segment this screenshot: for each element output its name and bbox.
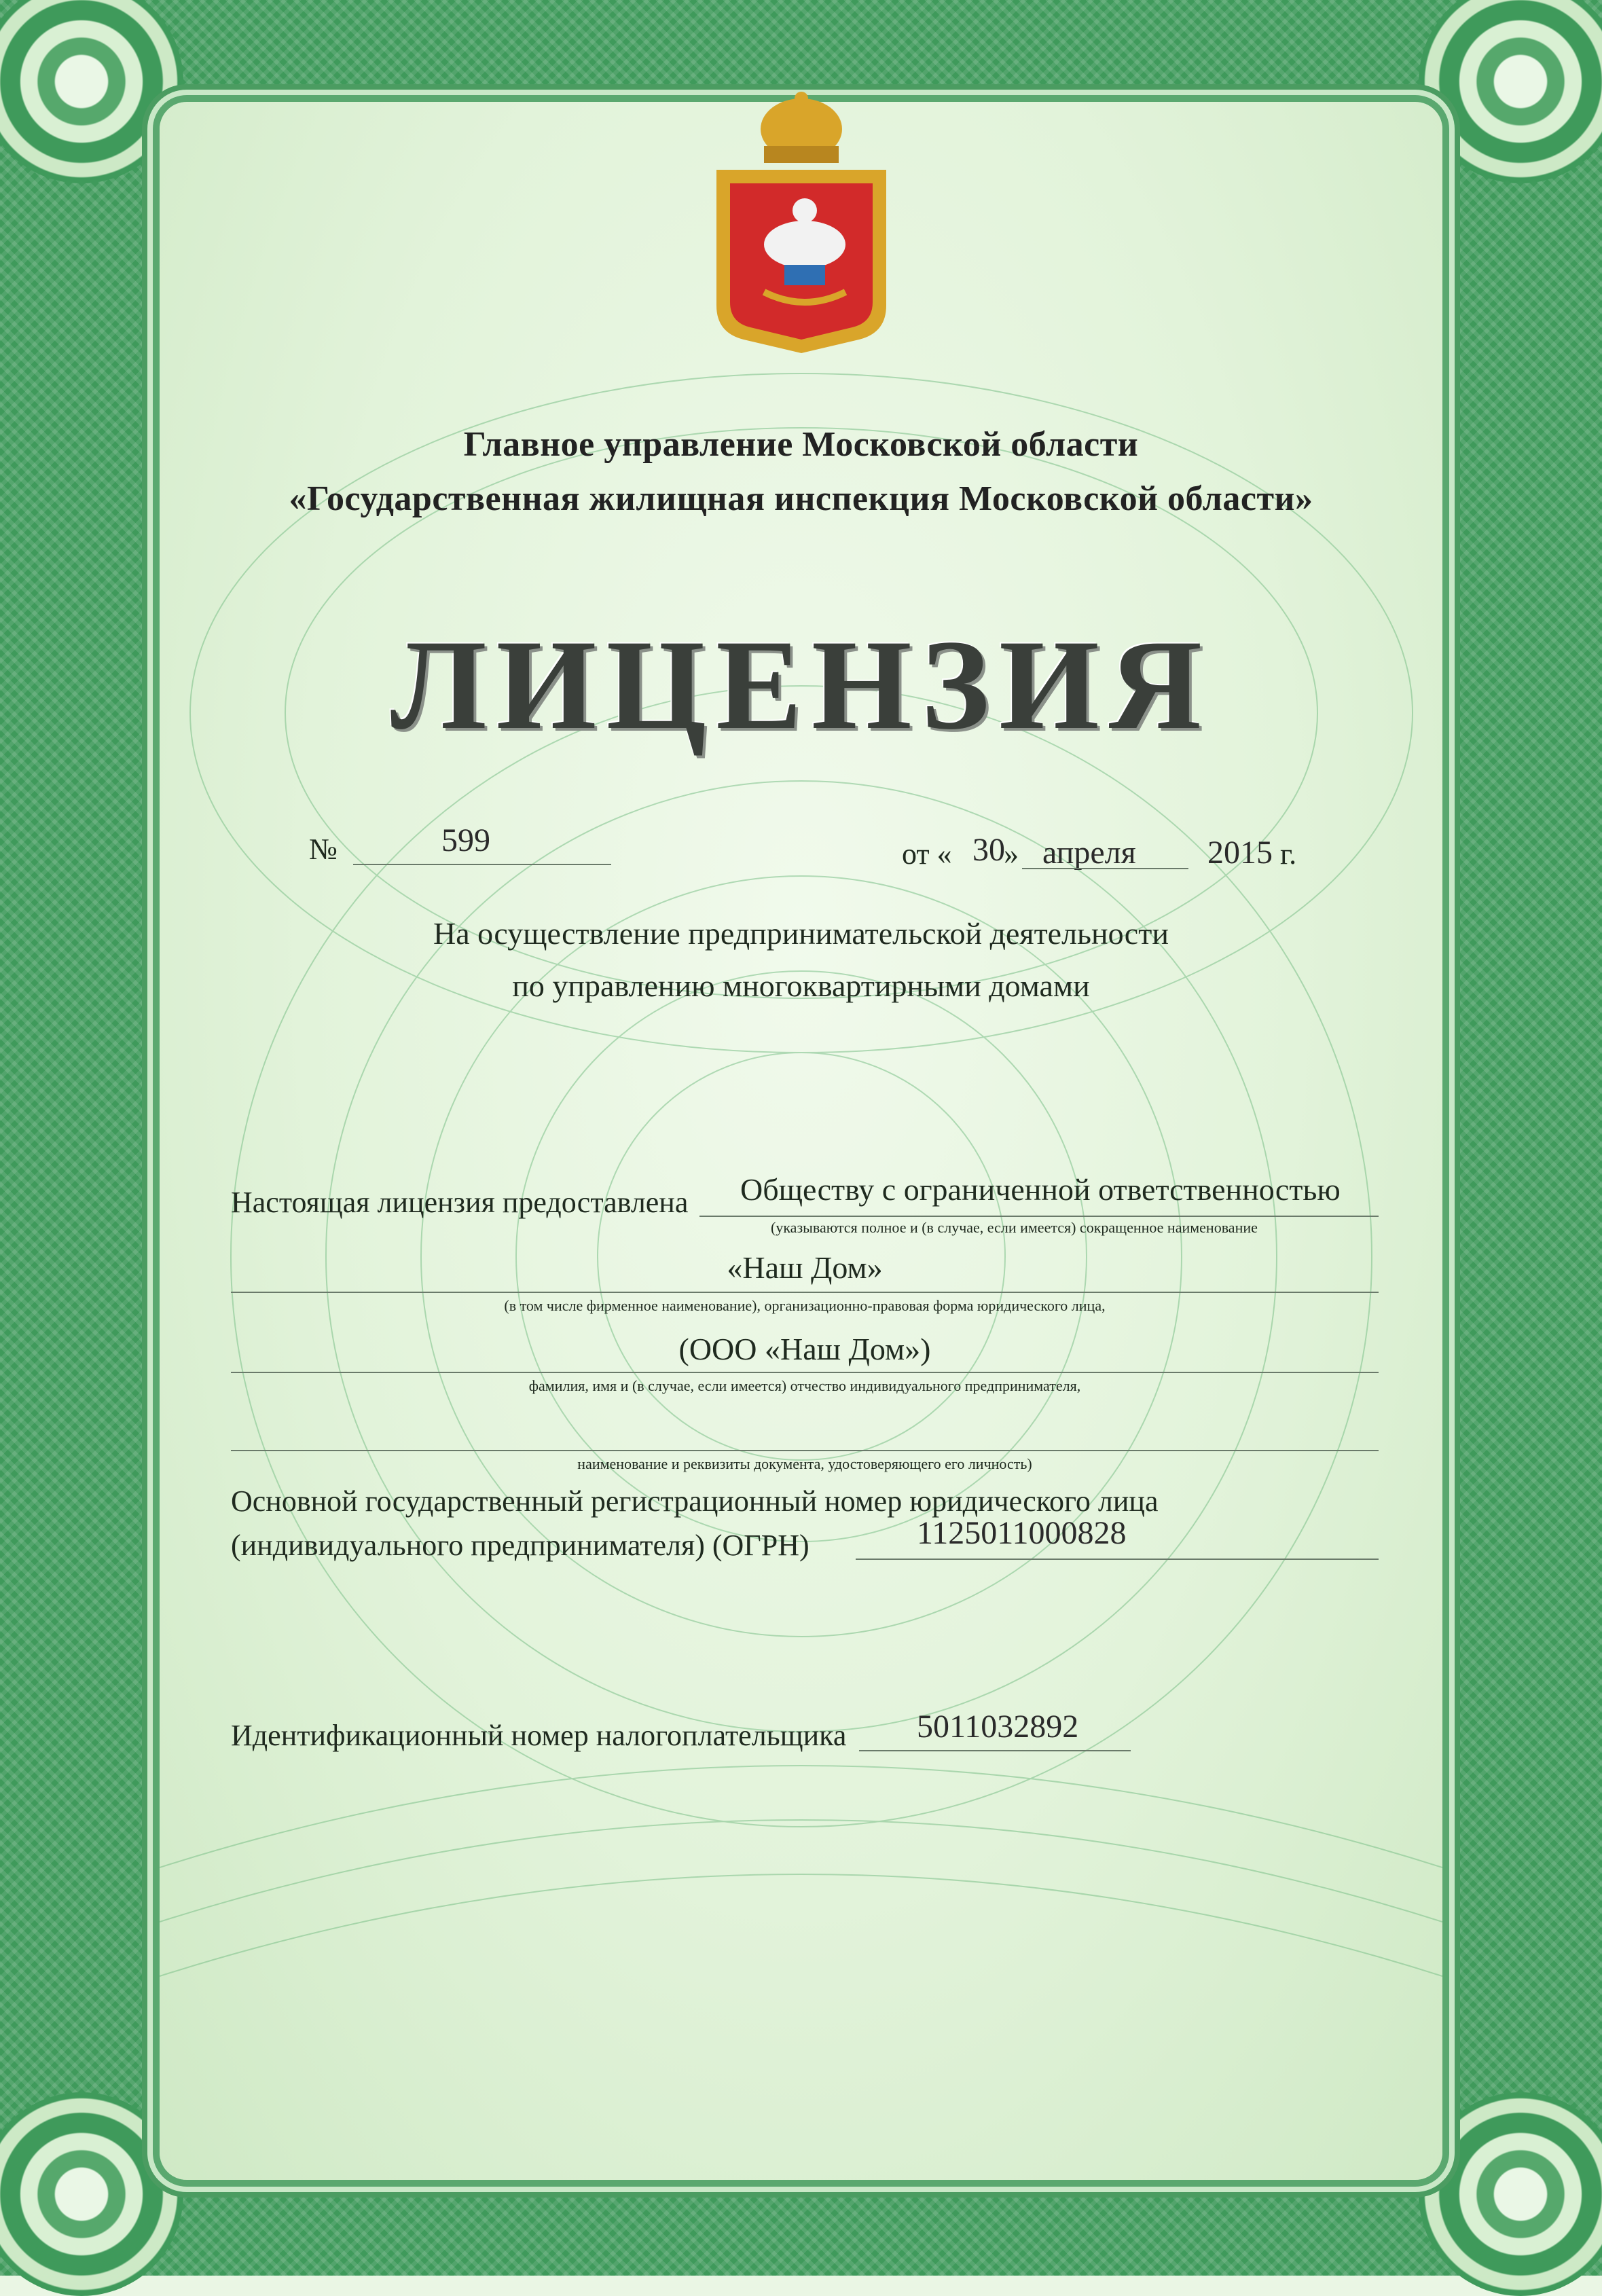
date-prefix: от « [902, 837, 952, 871]
ogrn-underline [856, 1559, 1379, 1560]
date-day-close: » [1004, 837, 1019, 871]
granted-underline-2 [231, 1292, 1379, 1293]
ogrn-label-line1: Основной государственный регистрационный номер юридического лица [231, 1484, 1159, 1518]
date-month-underline [1022, 868, 1188, 869]
inn-label: Идентификационный номер налогоплательщика [231, 1719, 847, 1752]
granted-underline-3 [231, 1372, 1379, 1373]
licensee-name-line1: Обществу с ограниченной ответственностью [740, 1172, 1341, 1207]
number-label: № [309, 833, 338, 866]
date-day: 30 [972, 832, 1005, 868]
moscow-oblast-coat-of-arms [703, 88, 900, 353]
granted-underline-4 [231, 1450, 1379, 1451]
date-suffix: г. [1280, 837, 1297, 871]
granted-label: Настоящая лицензия предоставлена [231, 1186, 689, 1219]
hint-full-name: (указываются полное и (в случае, если имеется) сокращенное наименование [771, 1219, 1258, 1236]
licensee-name-line2: «Наш Дом» [727, 1250, 883, 1285]
number-underline [353, 864, 611, 865]
issuing-authority-line1: Главное управление Московской области [463, 425, 1139, 464]
granted-underline-1 [699, 1216, 1379, 1217]
ogrn-label-line2: (индивидуального предпринимателя) (ОГРН) [231, 1529, 809, 1562]
guilloche-pattern [160, 102, 1442, 2180]
ogrn-value: 1125011000828 [917, 1515, 1127, 1551]
inn-underline [859, 1750, 1131, 1751]
activity-line1: На осуществление предпринимательской деятельности [433, 916, 1169, 951]
license-number: 599 [441, 822, 490, 858]
inn-value: 5011032892 [917, 1709, 1079, 1745]
date-month: апреля [1042, 835, 1136, 871]
issuing-authority-line2: «Государственная жилищная инспекция Московской области» [289, 479, 1313, 518]
date-year: 2015 [1207, 835, 1273, 871]
licensee-short-name: (ООО «Наш Дом») [678, 1332, 931, 1366]
hint-entrepreneur-name: фамилия, имя и (в случае, если имеется) отчество индивидуального предпринимателя, [528, 1377, 1081, 1394]
hint-identity-document: наименование и реквизиты документа, удостоверяющего его личность) [577, 1455, 1032, 1472]
document-title: ЛИЦЕНЗИЯ [390, 614, 1212, 757]
hint-legal-form: (в том числе фирменное наименование), организационно-правовая форма юридического лица, [504, 1297, 1106, 1314]
activity-line2: по управлению многоквартирными домами [512, 968, 1090, 1003]
